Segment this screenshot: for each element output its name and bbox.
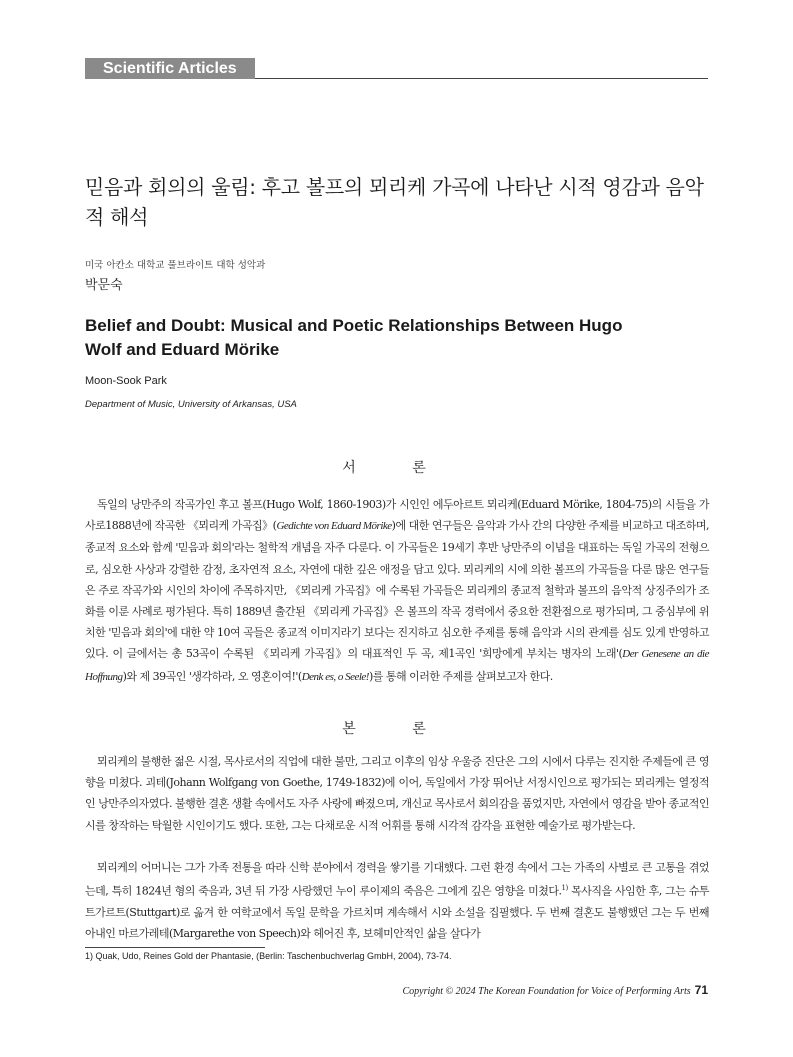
body-paragraph-2	[85, 857, 709, 944]
intro-text-1: 독일의 낭만주의 작곡가인 후고 볼프(Hugo Wolf, 1860-1903)가 시인인 에두아르트 뫼리케(Eduard Mörike, 1804-75)의 시들을 가사로1888년에 작곡한 《뫼리케 가곡집》(	[85, 498, 709, 533]
intro-italic-title-1: Gedichte von Eduard Mörike	[276, 520, 392, 533]
body-paragraph-1: 뫼리케의 불행한 젊은 시절, 목사로서의 직업에 대한 불만, 그리고 이후의 임상 우울증 진단은 그의 시에서 다루는 진지한 주제들에 큰 영향을 미쳤다. 괴테(Johann Wolfgang von Goethe, 1749-1832)에 이어, 독일에서 가장 뛰어난 서정시인으로 평가되는 뫼리케는 열정적인 낭만주의자였다. 불행한 결혼 생활 속에서도 자주 사랑에 빠졌으며, 개신교 목사로서 회의감을 품었지만, 자연에서 영감을 받아 종교적인 시를 창작하는 탁월한 시인이기도 했다. 또한, 그는 다채로운 시적 어휘를 통해 시각적 감각을 표현한 예술가로 평가받는다.	[85, 755, 709, 832]
body-text-2a: 뫼리케의 어머니는 그가 가족 전통을 따라 신학 분야에서 경력을 쌓기를 기대했다. 그런 환경 속에서 그는 가족의 사별로 큰 고통을 겪었는데, 특히 1824년 형의 죽음과, 3년 뒤 가장 사랑했던 누이 루이제의 죽음은 그에게 깊은 영향을 미쳤다.	[85, 861, 709, 898]
intro-text-4: )를 통해 이러한 주제를 살펴보고자 한다.	[368, 669, 553, 683]
intro-paragraph	[85, 494, 709, 688]
author-name-english: Moon-Sook Park	[85, 375, 167, 387]
section-label: Scientific Articles	[85, 58, 255, 79]
body-text-2b: 목사직을 사임한 후, 그는 슈투트가르트(Stuttgart)로 옮겨 한 여학교에서 독일 문학을 가르치며 계속해서 시와 소설을 집필했다. 두 번째 결혼도 불행했던 그는 두 번째 아내인 마르가레테(Margarethe von Speech)와 헤어진 후, 보헤미안적인 삶을 살다가	[85, 884, 709, 941]
page-footer	[402, 983, 708, 997]
footnote-rule	[85, 947, 265, 948]
footnote: 1) Quak, Udo, Reines Gold der Phantasie, (Berlin: Taschenbuchverlag GmbH, 2004), 73-74.	[85, 951, 452, 961]
author-name-korean: 박문숙	[85, 278, 123, 293]
copyright-text: Copyright © 2024 The Korean Foundation for Voice of Performing Arts	[402, 986, 691, 997]
body-heading: 본 론	[342, 721, 452, 737]
intro-italic-title-2: Der Genesene an die Hoffnung	[85, 648, 709, 683]
author-affiliation-korean: 미국 아칸소 대학교 풀브라이트 대학 성악과	[85, 260, 266, 271]
intro-text-3: )와 제 39곡인 '생각하라, 오 영혼이여!'(	[122, 669, 302, 683]
header-rule	[255, 78, 708, 79]
author-affiliation-english: Department of Music, University of Arkansas, USA	[85, 399, 297, 410]
intro-italic-title-3: Denk es, o Seele!	[301, 670, 369, 683]
footnote-ref[interactable]: 1)	[561, 884, 568, 893]
article-title-english: Belief and Doubt: Musical and Poetic Relationships Between Hugo Wolf and Eduard Mörike	[85, 316, 623, 359]
intro-text-2: )에 대한 연구들은 음악과 가사 간의 다양한 주제를 비교하고 대조하며, 종교적 요소와 함께 '믿음과 회의'라는 철학적 개념을 자주 다룬다. 이 가곡들은 19세기 후반 낭만주의 이념을 대표하는 독일 가곡의 전형으로, 심오한 사상과 강렬한 감정, 초자연적 요소, 자연에 대한 깊은 애정을 담고 있다. 뫼리케의 시에 의한 볼프의 가곡들을 다룬 많은 연구들은 주로 작곡가와 시인의 차이에 주목하지만, 《뫼리케 가곡집》에 수록된 가곡들은 뫼리케의 종교적 철학과 볼프의 음악적 상징주의가 조화를 이룬 사례로 평가된다. 특히 1889년 출간된 《뫼리케 가곡집》은 볼프의 작곡 경력에서 중요한 전환점으로 평가되며, 그 중심부에 위치한 '믿음과 회의'에 대한 약 10여 곡들은 종교적 이미지라기 보다는 진지하고 심오한 주제를 통해 음악과 시의 관계를 심도 있게 반영하고 있다. 이 글에서는 총 53곡이 수록된 《뫼리케 가곡집》의 대표적인 두 곡, 제1곡인 '희망에게 부치는 병자의 노래'(	[85, 519, 709, 661]
page-number: 71	[694, 983, 708, 997]
intro-heading: 서 론	[342, 460, 452, 476]
article-title-korean: 믿음과 회의의 울림: 후고 볼프의 뫼리케 가곡에 나타난 시적 영감과 음악적 해석	[85, 175, 704, 229]
